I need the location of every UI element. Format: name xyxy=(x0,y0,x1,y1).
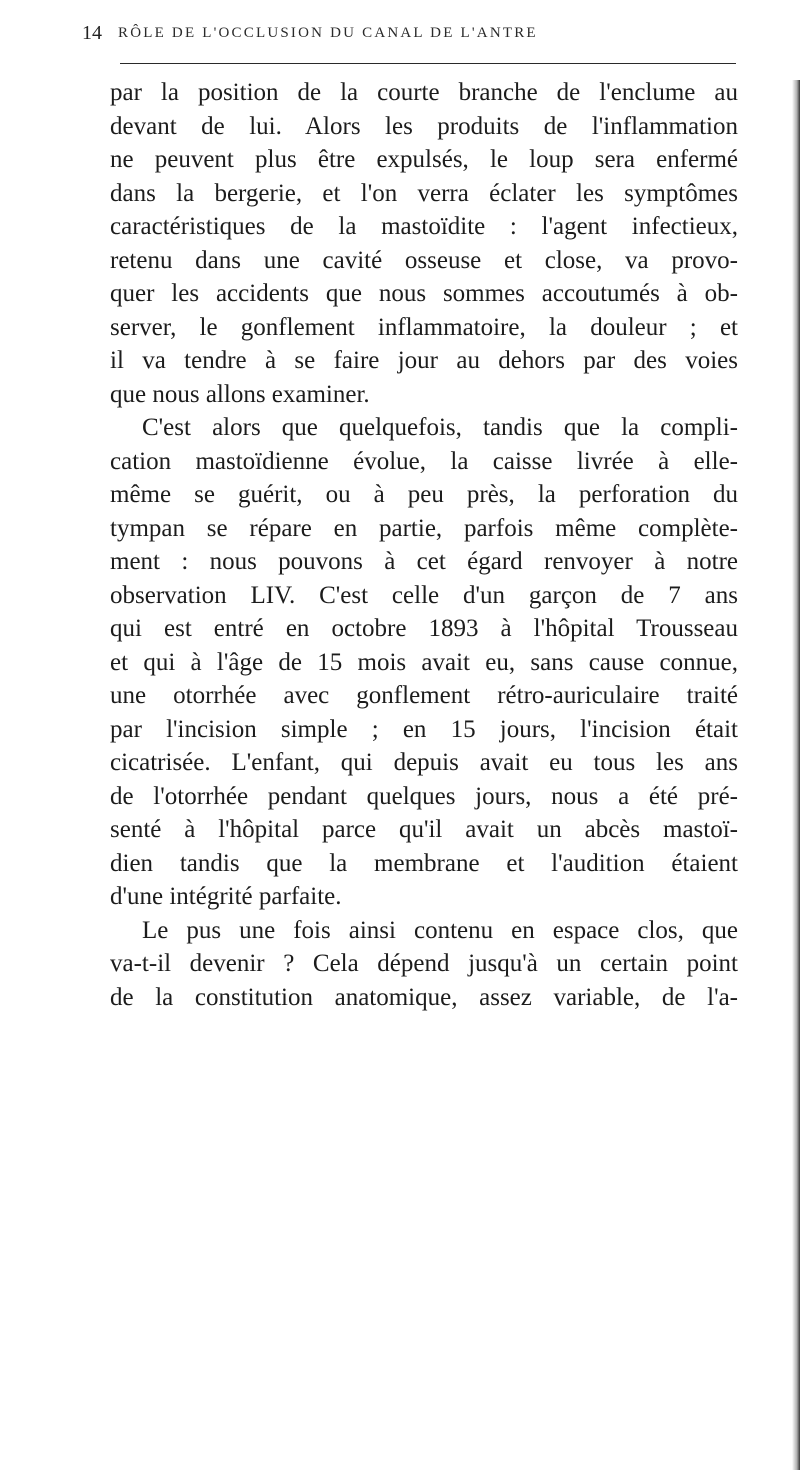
text-line: d'une intégrité parfaite. xyxy=(110,883,342,910)
paragraph-3 xyxy=(110,914,738,1015)
text-line: retenu dans une cavité osseuse et close, va provo- xyxy=(110,246,738,274)
body-text xyxy=(110,76,738,1014)
page-header xyxy=(82,22,722,52)
text-line: ne peuvent plus être expulsés, le loup sera enfermé xyxy=(110,146,738,173)
text-line: cicatrisée. L'enfant, qui depuis avait eu tous les ans xyxy=(110,749,738,776)
text-line: de la constitution anatomique, assez variable, de l'a- xyxy=(110,983,738,1011)
header-rule xyxy=(120,63,736,64)
text-line: C'est alors que quelquefois, tandis que la compli- xyxy=(142,414,738,441)
text-line: de l'otorrhée pendant quelques jours, nous a été pré- xyxy=(110,782,738,810)
text-line: caractéristiques de la mastoïdite : l'agent infectieux, xyxy=(110,213,738,240)
page-number: 14 xyxy=(82,22,102,44)
text-line: cation mastoïdienne évolue, la caisse livrée à elle- xyxy=(110,447,738,475)
text-line: même se guérit, ou à peu près, la perforation du xyxy=(110,481,738,508)
text-line: quer les accidents que nous sommes accoutumés à ob- xyxy=(110,280,738,307)
text-line: devant de lui. Alors les produits de l'inflammation xyxy=(110,112,738,140)
text-line: server, le gonflement inflammatoire, la douleur ; et xyxy=(110,313,738,341)
text-line: va-t-il devenir ? Cela dépend jusqu'à un certain point xyxy=(110,950,738,977)
paragraph-2 xyxy=(110,411,738,914)
text-line: il va tendre à se faire jour au dehors par des voies xyxy=(110,347,738,374)
text-line: senté à l'hôpital parce qu'il avait un abcès mastoï- xyxy=(110,816,738,843)
text-line: et qui à l'âge de 15 mois avait eu, sans cause connue, xyxy=(110,648,738,676)
text-line: observation LIV. C'est celle d'un garçon de 7 ans xyxy=(110,581,738,609)
text-line: dien tandis que la membrane et l'audition étaient xyxy=(110,849,738,877)
text-line: par l'incision simple ; en 15 jours, l'incision était xyxy=(110,715,738,743)
text-line: Le pus une fois ainsi contenu en espace clos, que xyxy=(142,916,738,944)
text-line: que nous allons examiner. xyxy=(110,380,370,408)
text-line: dans la bergerie, et l'on verra éclater les symptômes xyxy=(110,179,738,207)
text-line: qui est entré en octobre 1893 à l'hôpital Trousseau xyxy=(110,615,738,642)
text-line: ment : nous pouvons à cet égard renvoyer à notre xyxy=(110,548,738,575)
paragraph-1 xyxy=(110,76,738,411)
text-line: une otorrhée avec gonflement rétro-auriculaire traité xyxy=(110,682,738,709)
running-head: RÔLE DE L'OCCLUSION DU CANAL DE L'ANTRE xyxy=(118,25,538,41)
page-edge-shadow xyxy=(792,80,800,1470)
text-line: par la position de la courte branche de l'enclume au xyxy=(110,79,738,106)
text-line: tympan se répare en partie, parfois même complète- xyxy=(110,514,738,542)
